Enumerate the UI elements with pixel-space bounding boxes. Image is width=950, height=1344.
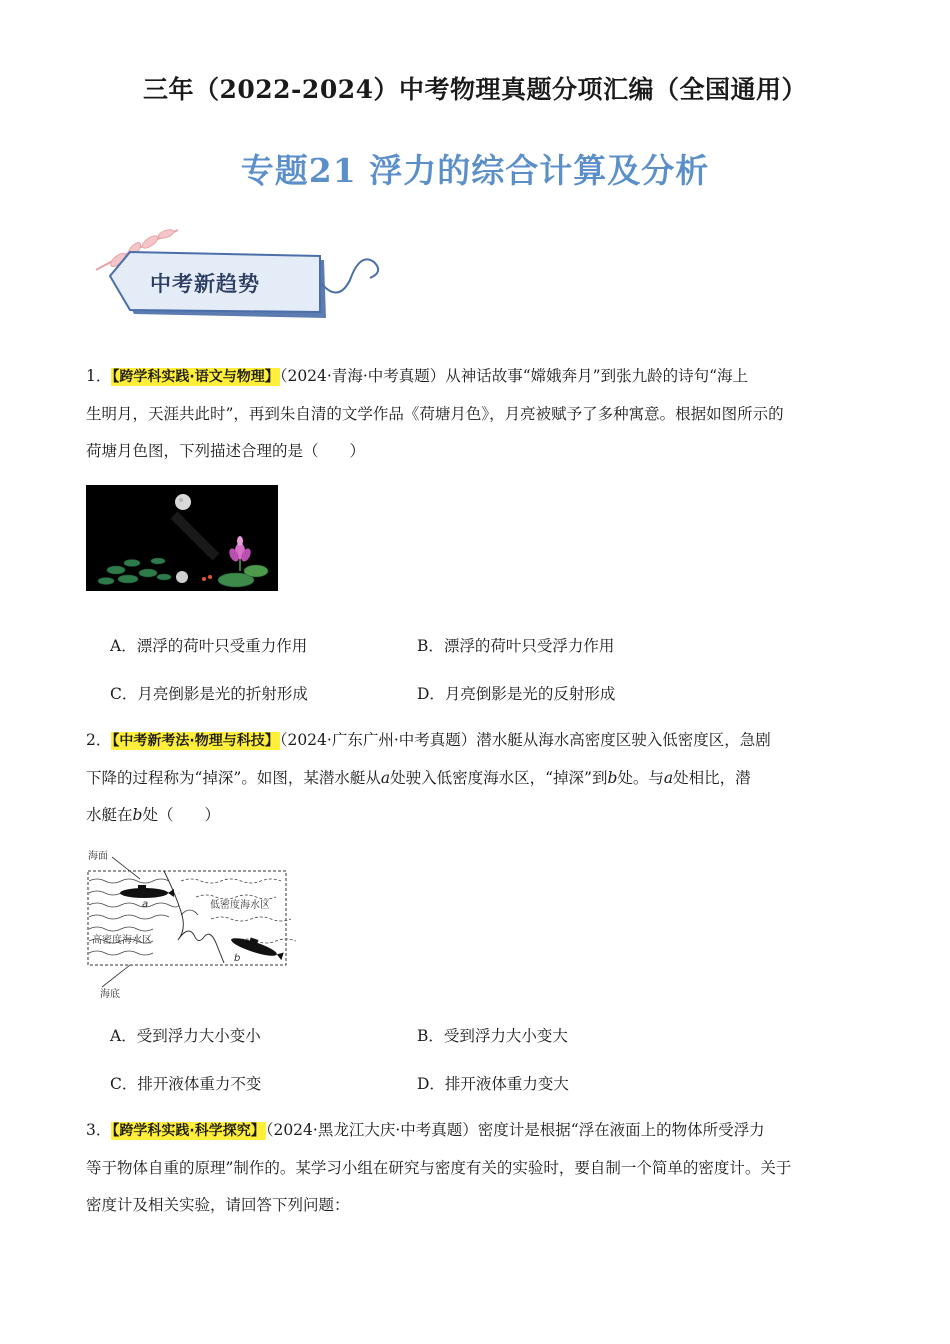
point-b-label: b (234, 953, 241, 964)
option-d: D．月亮倒影是光的反射形成 (417, 685, 616, 703)
question-1-text (86, 358, 866, 470)
question-text-line: 密度计及相关实验，请回答下列问题： (86, 1196, 350, 1214)
question-number: 2． (86, 731, 112, 749)
option-a: A．漂浮的荷叶只受重力作用 (110, 637, 308, 655)
question-2-text (86, 722, 866, 834)
option-b: B．漂浮的荷叶只受浮力作用 (417, 637, 615, 655)
submarine-a-icon (120, 885, 174, 898)
option-d: D．排开液体重力变大 (417, 1075, 569, 1093)
question-text-line: 水艇在b处（ ） (86, 806, 220, 824)
question-tag: 【中考新考法·物理与科技】 (112, 733, 279, 749)
submarine-diagram (86, 845, 296, 1000)
question-text-line: 下降的过程称为“掉深”。如图，某潜水艇从a处驶入低密度海水区，“掉深”到b处。与a处相比，潜 (86, 769, 751, 787)
question-number: 1． (86, 367, 112, 385)
document-title: 三年（2022-2024）中考物理真题分项汇编（全国通用） (142, 75, 808, 104)
question-text-line: （2024·广东广州·中考真题）潜水艇从海水高密度区驶入低密度区，急剧 (279, 731, 771, 749)
high-density-label: 高密度海水区 (92, 935, 152, 946)
question-text-line: （2024·青海·中考真题）从神话故事“嫦娥奔月”到张九龄的诗句“海上 (279, 367, 749, 385)
moon-icon (175, 494, 191, 510)
sea-floor-label: 海底 (100, 989, 120, 1000)
question-tag: 【跨学科实践·科学探究】 (112, 1123, 265, 1139)
sea-surface-label: 海面 (88, 851, 108, 862)
option-a: A．受到浮力大小变小 (110, 1027, 261, 1045)
question-3-text (86, 1112, 866, 1224)
option-c: C．月亮倒影是光的折射形成 (110, 685, 308, 703)
low-density-label: 低密度海水区 (210, 900, 270, 911)
question-tag: 【跨学科实践·语文与物理】 (112, 369, 279, 385)
section-banner-label: 中考新趋势 (150, 272, 260, 296)
question-text-line: 生明月，天涯共此时”，再到朱自清的文学作品《荷塘月色》，月亮被赋予了多种寓意。根据如图所示的 (86, 405, 784, 423)
topic-title: 专题21 浮力的综合计算及分析 (240, 151, 710, 190)
option-b: B．受到浮力大小变大 (417, 1027, 568, 1045)
lotus-pond-moon-figure (86, 485, 278, 591)
point-a-label: a (142, 899, 149, 910)
question-text-line: （2024·黑龙江大庆·中考真题）密度计是根据“浮在液面上的物体所受浮力 (265, 1121, 765, 1139)
question-number: 3． (86, 1121, 112, 1139)
moon-reflection-icon (176, 571, 188, 583)
question-text-line: 荷塘月色图，下列描述合理的是（ ） (86, 442, 366, 460)
option-c: C．排开液体重力不变 (110, 1075, 262, 1093)
question-text-line: 等于物体自重的原理”制作的。某学习小组在研究与密度有关的实验时，要自制一个简单的密度计。关于 (86, 1159, 792, 1177)
